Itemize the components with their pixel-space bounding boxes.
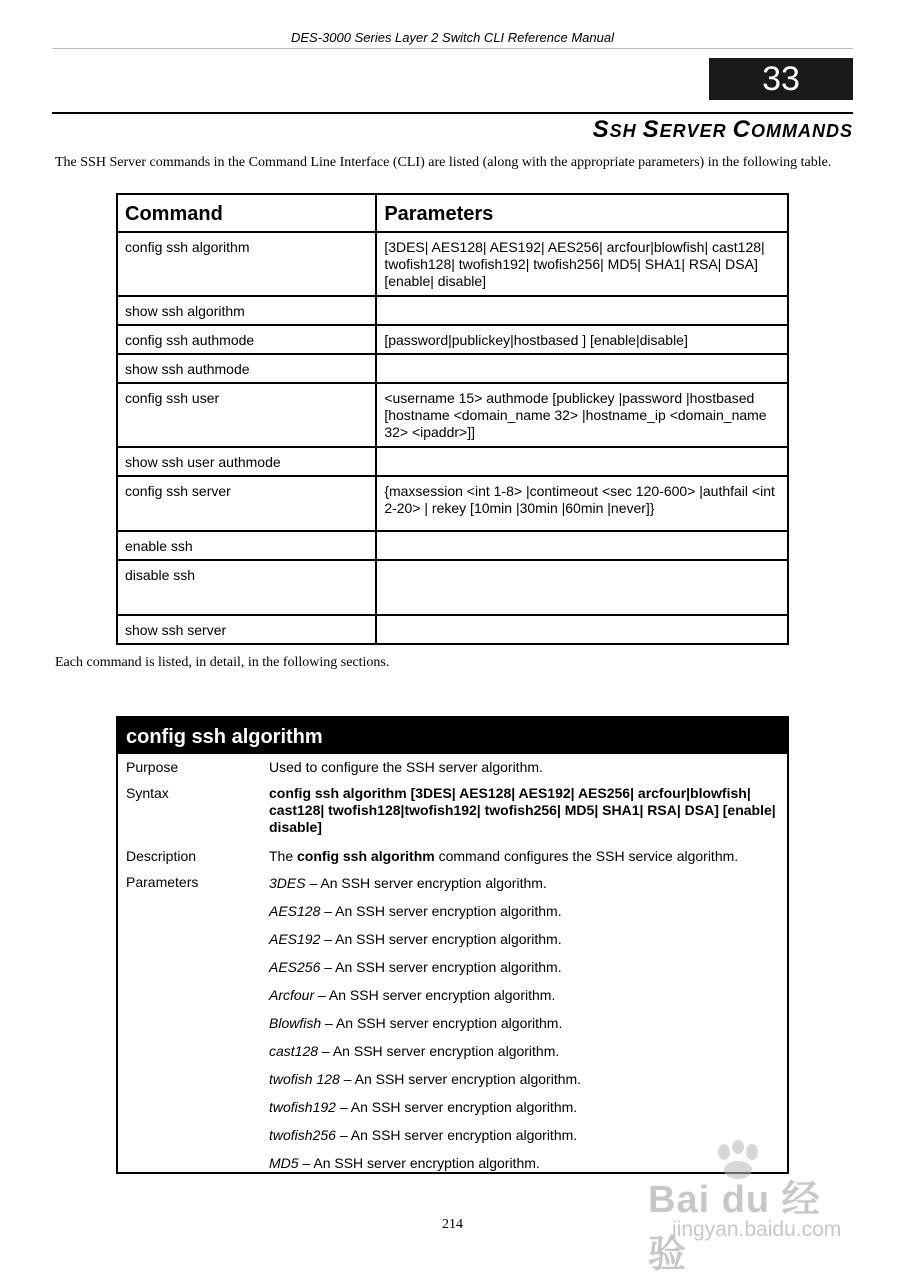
parameter-name: twofish256 xyxy=(269,1127,336,1143)
parameter-item xyxy=(269,903,562,920)
parameters-cell xyxy=(376,447,788,476)
parameter-item xyxy=(269,1043,559,1060)
parameter-desc: – An SSH server encryption algorithm. xyxy=(321,1015,563,1031)
parameter-name: Arcfour xyxy=(269,987,315,1003)
parameter-item xyxy=(269,959,562,976)
parameter-desc: – An SSH server encryption algorithm. xyxy=(298,1155,540,1171)
parameter-name: cast128 xyxy=(269,1043,319,1059)
table-row xyxy=(117,232,788,296)
parameter-desc: – An SSH server encryption algorithm. xyxy=(318,1043,560,1059)
purpose-value: Used to configure the SSH server algorithm. xyxy=(269,759,543,775)
parameter-desc: – An SSH server encryption algorithm. xyxy=(335,1127,578,1143)
command-cell: show ssh server xyxy=(117,615,376,644)
parameters-label: Parameters xyxy=(126,874,199,890)
parameters-cell xyxy=(376,560,788,615)
parameter-item xyxy=(269,875,547,892)
table-row xyxy=(117,476,788,531)
command-cell: show ssh user authmode xyxy=(117,447,376,476)
parameter-name: AES256 xyxy=(269,959,321,975)
table-row xyxy=(117,447,788,476)
parameter-desc: – An SSH server encryption algorithm. xyxy=(335,1099,578,1115)
detail-title: config ssh algorithm xyxy=(118,718,787,754)
table-row xyxy=(117,325,788,354)
command-summary-table xyxy=(116,193,789,645)
parameter-name: Blowfish xyxy=(269,1015,322,1031)
watermark xyxy=(640,1140,855,1276)
parameter-name: AES128 xyxy=(269,903,321,919)
parameter-name: MD5 xyxy=(269,1155,299,1171)
table-row xyxy=(117,560,788,615)
parameter-desc: – An SSH server encryption algorithm. xyxy=(320,903,562,919)
chapter-title-part: OMMANDS xyxy=(751,121,853,141)
table-row xyxy=(117,296,788,325)
description-text: command configures the SSH service algorithm. xyxy=(434,848,739,864)
header-divider xyxy=(52,48,853,49)
parameter-item xyxy=(269,1071,581,1088)
table-row xyxy=(117,615,788,644)
chapter-title-part: C xyxy=(732,116,751,143)
column-header-command: Command xyxy=(117,194,376,232)
parameter-item xyxy=(269,1127,577,1144)
command-cell: config ssh server xyxy=(117,476,376,531)
parameters-cell: {maxsession <int 1-8> |contimeout <sec 120-600> |authfail <int 2-20> | rekey [10min |30min |60min |never]} xyxy=(376,476,788,531)
description-label: Description xyxy=(126,848,197,864)
command-detail-table xyxy=(116,716,789,1174)
description-text: The xyxy=(269,848,298,864)
description-value xyxy=(269,848,781,865)
table-row xyxy=(117,354,788,383)
parameters-cell: <username 15> authmode [publickey |password |hostbased [hostname <domain_name 32> |hostname_ip <domain_name 32> <ipaddr>]] xyxy=(376,383,788,447)
chapter-number: 33 xyxy=(762,60,800,98)
running-header: DES-3000 Series Layer 2 Switch CLI Reference Manual xyxy=(291,30,614,45)
command-cell: config ssh user xyxy=(117,383,376,447)
purpose-label: Purpose xyxy=(126,759,179,775)
command-cell: config ssh algorithm xyxy=(117,232,376,296)
parameter-name: 3DES xyxy=(269,875,306,891)
table-header-row xyxy=(117,194,788,232)
watermark-brand: Bai du 经验 xyxy=(648,1179,821,1276)
command-cell: show ssh algorithm xyxy=(117,296,376,325)
chapter-title-part: S xyxy=(642,116,660,143)
parameters-cell: [password|publickey|hostbased ] [enable|disable] xyxy=(376,325,788,354)
parameter-item xyxy=(269,931,562,948)
sections-note: Each command is listed, in detail, in the following sections. xyxy=(55,655,390,670)
parameters-cell xyxy=(376,354,788,383)
parameters-cell: [3DES| AES128| AES192| AES256| arcfour|blowfish| cast128| twofish128| twofish192| twofish256| MD5| SHA1| RSA| DSA] [enable| disable] xyxy=(376,232,788,296)
chapter-title-part: ERVER xyxy=(659,121,733,141)
description-command: config ssh algorithm xyxy=(297,848,435,864)
parameter-item xyxy=(269,1015,562,1032)
parameter-item xyxy=(269,1099,577,1116)
chapter-title-part: SH xyxy=(609,121,643,141)
command-cell: config ssh authmode xyxy=(117,325,376,354)
table-row xyxy=(117,531,788,560)
parameter-item xyxy=(269,1155,540,1172)
column-header-parameters: Parameters xyxy=(376,194,788,232)
parameter-item xyxy=(269,987,555,1004)
parameter-desc: – An SSH server encryption algorithm. xyxy=(320,931,562,947)
parameters-cell xyxy=(376,615,788,644)
chapter-title-part: S xyxy=(592,116,610,143)
chapter-number-box xyxy=(709,58,853,100)
parameter-desc: – An SSH server encryption algorithm. xyxy=(305,875,547,891)
page-number: 214 xyxy=(442,1217,463,1232)
parameter-desc: – An SSH server encryption algorithm. xyxy=(320,959,562,975)
command-cell: disable ssh xyxy=(117,560,376,615)
parameter-desc: – An SSH server encryption algorithm. xyxy=(339,1071,582,1087)
title-divider xyxy=(52,112,853,114)
watermark-url: jingyan.baidu.com xyxy=(672,1218,842,1241)
parameters-cell xyxy=(376,296,788,325)
parameter-name: twofish 128 xyxy=(269,1071,340,1087)
intro-paragraph: The SSH Server commands in the Command Line Interface (CLI) are listed (along with the appropriate parameters) in the following table. xyxy=(55,155,832,170)
parameter-name: twofish192 xyxy=(269,1099,336,1115)
syntax-label: Syntax xyxy=(126,785,169,801)
parameters-cell xyxy=(376,531,788,560)
chapter-title xyxy=(593,116,853,145)
parameter-name: AES192 xyxy=(269,931,321,947)
parameter-desc: – An SSH server encryption algorithm. xyxy=(314,987,556,1003)
command-cell: enable ssh xyxy=(117,531,376,560)
syntax-value: config ssh algorithm [3DES| AES128| AES192| AES256| arcfour|blowfish| cast128| twofish128|twofish192| twofish256| MD5| SHA1| RSA| DSA] [enable| disable] xyxy=(269,785,776,835)
table-row xyxy=(117,383,788,447)
command-cell: show ssh authmode xyxy=(117,354,376,383)
